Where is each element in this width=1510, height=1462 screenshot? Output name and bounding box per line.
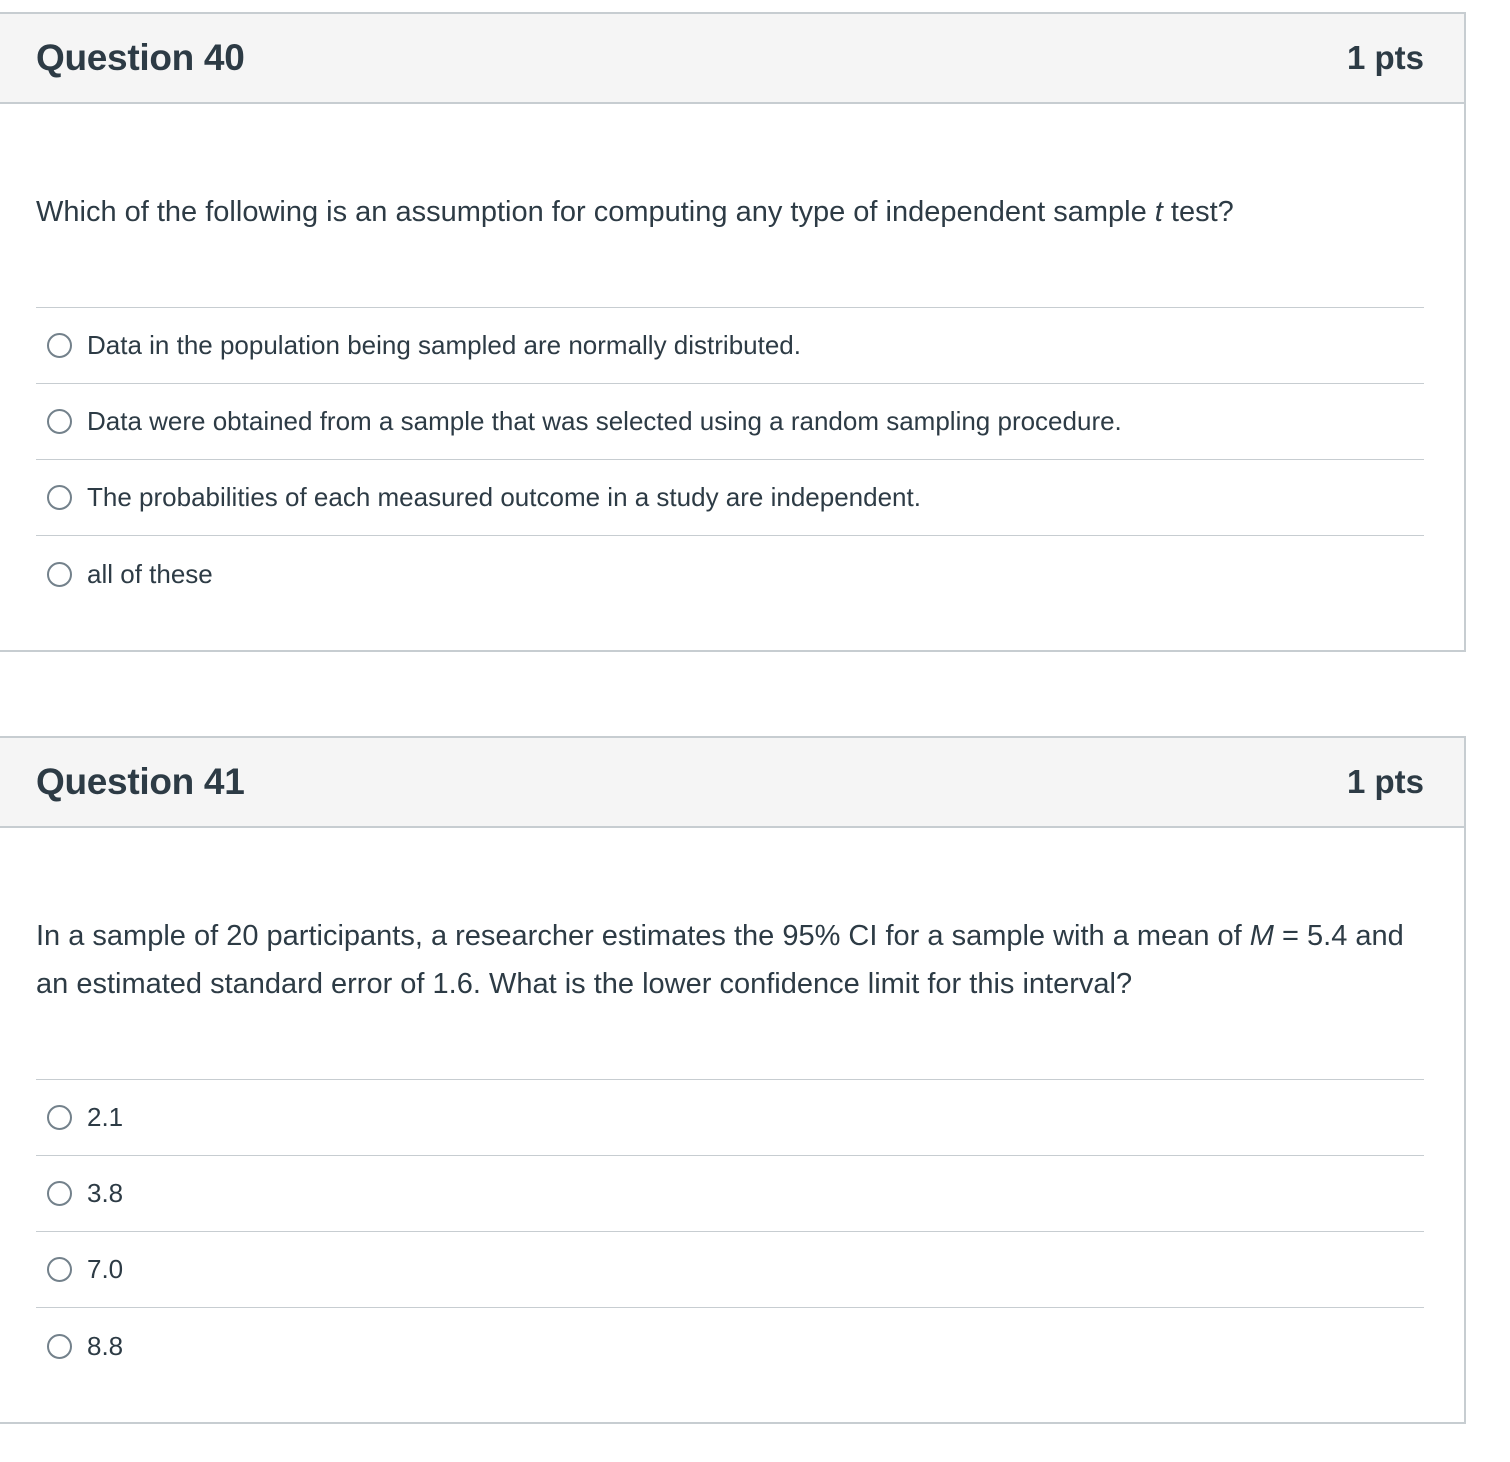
question-points: 1 pts: [1346, 763, 1424, 800]
radio-button[interactable]: [47, 1181, 72, 1206]
answer-option[interactable]: [36, 1156, 1424, 1232]
answer-option[interactable]: [36, 536, 1424, 612]
radio-button[interactable]: [47, 1105, 72, 1130]
question-text-part: = 5.4 and an estimated standard error of 1.6. What is the lower confidence limit for this interval?: [36, 920, 1404, 1000]
radio-button[interactable]: [47, 409, 72, 434]
answer-label[interactable]: 2.1: [87, 1102, 124, 1132]
radio-button[interactable]: [47, 485, 72, 510]
question-title: Question 40: [36, 37, 245, 78]
radio-button[interactable]: [47, 1334, 72, 1359]
answer-option[interactable]: [36, 1232, 1424, 1308]
radio-button[interactable]: [47, 333, 72, 358]
answer-label[interactable]: 8.8: [87, 1330, 124, 1361]
answer-option[interactable]: [36, 1080, 1424, 1156]
answer-option[interactable]: [36, 384, 1424, 460]
answer-label[interactable]: all of these: [87, 558, 213, 589]
question-text-italic: M: [1249, 920, 1274, 952]
answer-label[interactable]: 7.0: [87, 1254, 124, 1284]
question-text-part: test?: [1162, 196, 1234, 228]
answer-option[interactable]: [36, 1308, 1424, 1384]
answer-list: [36, 1079, 1424, 1384]
question-header: [0, 14, 1464, 104]
answer-list: [36, 307, 1424, 612]
radio-button[interactable]: [47, 562, 72, 587]
answer-label[interactable]: Data were obtained from a sample that was selected using a random sampling procedure.: [87, 406, 1122, 436]
answer-label[interactable]: Data in the population being sampled are normally distributed.: [87, 330, 801, 360]
question-text-part: In a sample of 20 participants, a researcher estimates the 95% CI for a sample with a mean of: [36, 920, 1250, 952]
question-points: 1 pts: [1346, 39, 1424, 76]
answer-option[interactable]: [36, 308, 1424, 384]
question-header: [0, 738, 1464, 828]
answer-option[interactable]: [36, 460, 1424, 536]
answer-label[interactable]: 3.8: [87, 1178, 124, 1208]
question-text-italic: t: [1154, 196, 1163, 228]
question-40-card: [0, 12, 1466, 652]
question-41-card: [0, 736, 1466, 1424]
question-text: [36, 188, 1420, 236]
answer-label[interactable]: The probabilities of each measured outcome in a study are independent.: [87, 482, 921, 512]
question-text-part: Which of the following is an assumption for computing any type of independent sample: [36, 196, 1155, 228]
radio-button[interactable]: [47, 1257, 72, 1282]
question-text: [36, 912, 1420, 1008]
question-title: Question 41: [36, 761, 245, 802]
